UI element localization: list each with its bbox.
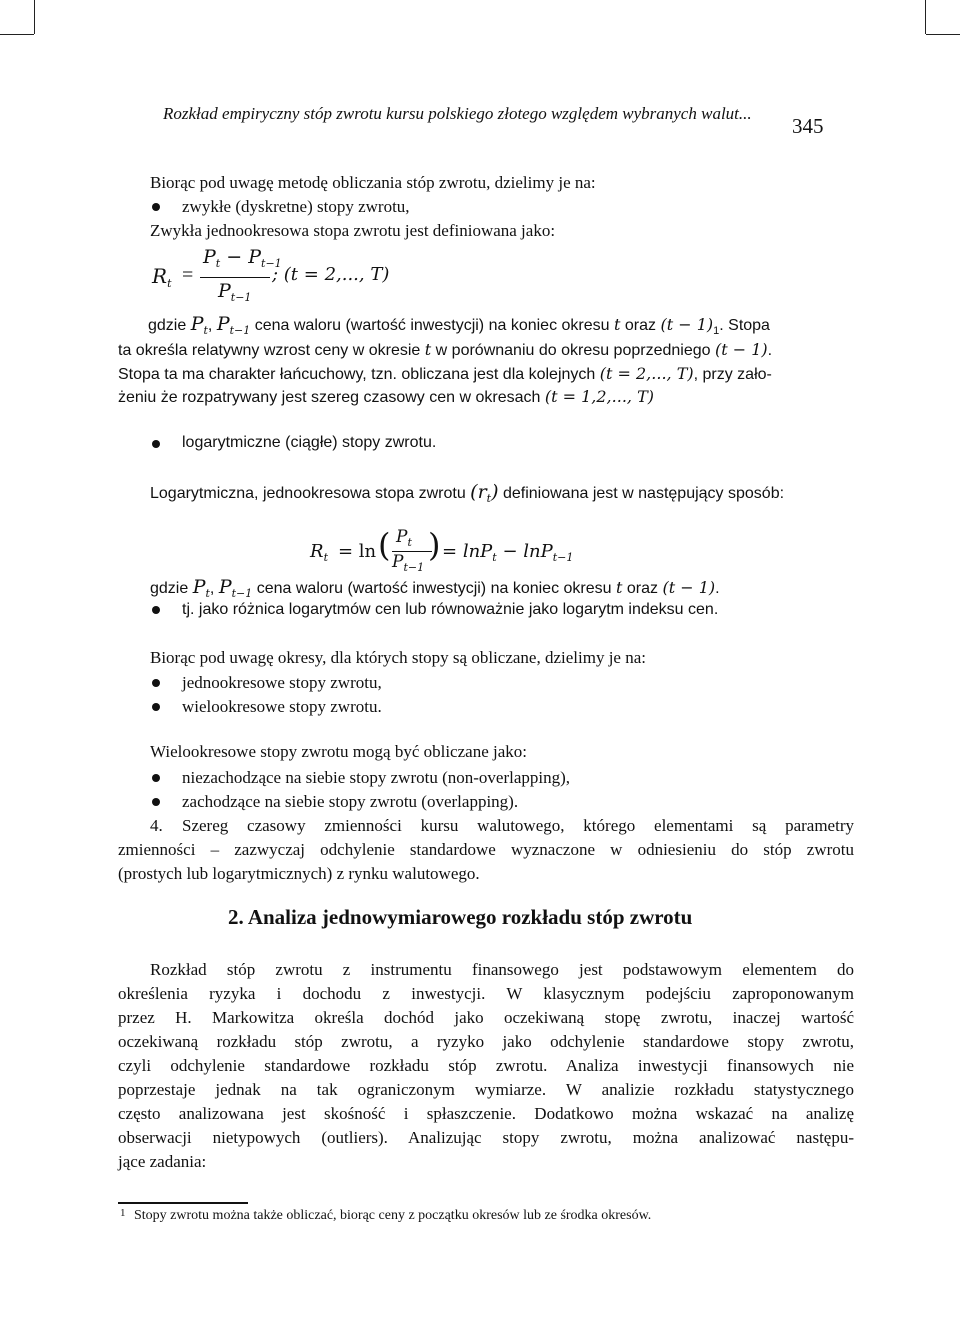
bullet-icon xyxy=(152,606,160,614)
crop-mark-right-horizontal xyxy=(926,34,960,35)
multi-period-intro-line: Wielookresowe stopy zwrotu mogą być obliczane jako: xyxy=(150,742,527,761)
bullet-multi-period: wielookresowe stopy zwrotu. xyxy=(182,697,382,716)
body-paragraph-line: czyli odchylenie standardowe rozkładu stóp zwrotu. Analiza inwestycji finansowych nie xyxy=(118,1056,854,1075)
formula2-left-paren: ( xyxy=(378,526,391,564)
formula1-fraction-bar xyxy=(200,277,270,278)
footnote-rule xyxy=(118,1202,248,1204)
section-heading: 2. Analiza jednowymiarowego rozkładu stóp zwrotu xyxy=(228,905,693,929)
item4-line2: zmienności – zazwyczaj odchylenie standardowe wyznaczone w odniesieniu do stóp zwrotu xyxy=(118,840,854,859)
body-paragraph-line: obserwacji nietypowych (outliers). Analizując stopy zwrotu, można analizować następu- xyxy=(118,1128,854,1147)
formula1-denominator: $P_{t-1}$ xyxy=(218,280,252,304)
bullet-icon xyxy=(152,798,160,806)
formula2-rhs: = lnP$_t$ − lnP$_{t-1}$ xyxy=(442,541,574,564)
footnote-text: Stopy zwrotu można także obliczać, biorąc ceny z początku okresów lub ze środka okresów. xyxy=(134,1208,652,1223)
formula1-numerator: $P_t - P_{t-1}$ xyxy=(203,246,282,270)
formula2-ln: = ln xyxy=(338,541,377,562)
log-return-definition-line: Logarytmiczna, jednookresowa stopa zwrotu $(r_t)$ definiowana jest w następujący sposób: xyxy=(150,481,785,505)
formula2-lhs: $R_t$ xyxy=(310,541,328,564)
periods-intro-line: Biorąc pod uwagę okresy, dla których stopy są obliczane, dzielimy je na: xyxy=(150,648,646,667)
formula1-equals: = xyxy=(182,264,194,286)
simple-return-definition-line: Zwykła jednookresowa stopa zwrotu jest definiowana jako: xyxy=(150,221,556,240)
formula2-right-paren: ) xyxy=(428,526,441,564)
body-paragraph-line: oczekiwaną rozkładu stóp zwrotu, a ryzyko jako odchylenie standardowe stopy zwrotu, xyxy=(118,1032,854,1051)
definition1-line3: Stopa ta ma charakter łańcuchowy, tzn. obliczana jest dla kolejnych (t = 2,..., T), przy zało- xyxy=(118,364,772,383)
item4-line1: Szereg czasowy zmienności kursu walutowego, którego elementami są parametry xyxy=(182,816,854,835)
crop-mark-left-vertical xyxy=(34,0,35,34)
bullet-one-period: jednookresowe stopy zwrotu, xyxy=(182,673,382,692)
body-paragraph-line: przez H. Markowitza określa dochód jako oczekiwaną stopę zwrotu, inaczej wartość xyxy=(118,1008,854,1027)
item4-line3: (prostych lub logarytmicznych) z rynku walutowego. xyxy=(118,864,480,883)
bullet-icon xyxy=(152,703,160,711)
definition1-line2: ta określa relatywny wzrost ceny w okresie t w porównaniu do okresu poprzedniego (t − 1). xyxy=(118,340,773,359)
formula1-lhs: $R_t$ xyxy=(152,264,172,290)
bullet-icon xyxy=(152,440,160,448)
definition2-line: gdzie $P_t$, $P_{t-1}$ cena waloru (wartość inwestycji) na koniec okresu t oraz (t − 1). xyxy=(150,576,720,600)
formula2-denominator: $P_{t-1}$ xyxy=(392,552,425,574)
item4-number: 4. xyxy=(150,816,163,835)
bullet-log-returns: logarytmiczne (ciągłe) stopy zwrotu. xyxy=(182,434,437,451)
intro-line: Biorąc pod uwagę metodę obliczania stóp zwrotu, dzielimy je na: xyxy=(150,173,596,192)
bullet-simple-returns: zwykłe (dyskretne) stopy zwrotu, xyxy=(182,197,410,216)
formula2-numerator: $P_t$ xyxy=(396,527,412,549)
bullet-tj: tj. jako różnica logarytmów cen lub równoważnie jako logarytm indeksu cen. xyxy=(182,601,719,618)
footnote-mark: 1 xyxy=(120,1207,126,1219)
body-paragraph-line: określenia ryzyka i dochodu z inwestycji. W klasycznym podejściu zaproponowanym xyxy=(118,984,854,1003)
crop-mark-left-horizontal xyxy=(0,34,34,35)
bullet-icon xyxy=(152,774,160,782)
crop-mark-right-vertical xyxy=(925,0,926,34)
bullet-non-overlapping: niezachodzące na siebie stopy zwrotu (non-overlapping), xyxy=(182,768,571,787)
page-number: 345 xyxy=(792,114,824,138)
body-paragraph-line: Rozkład stóp zwrotu z instrumentu finansowego jest podstawowym elementem do xyxy=(150,960,854,979)
bullet-icon xyxy=(152,203,160,211)
body-paragraph-line: często analizowana jest skośność i spłaszczenie. Dodatkowo można wskazać na analizę xyxy=(118,1104,854,1123)
running-header: Rozkład empiryczny stóp zwrotu kursu polskiego złotego względem wybranych walut... xyxy=(163,104,752,123)
bullet-icon xyxy=(152,679,160,687)
body-paragraph-line: poprzestaje jednak na tak ograniczonym wymiarze. W analizie rozkładu statystycznego xyxy=(118,1080,854,1099)
body-paragraph-line: jące zadania: xyxy=(118,1152,207,1171)
definition1-line4: żeniu że rozpatrywany jest szereg czasowy cen w okresach (t = 1,2,..., T) xyxy=(118,387,654,406)
bullet-overlapping: zachodzące na siebie stopy zwrotu (overlapping). xyxy=(182,792,519,811)
formula1-condition: ; (t = 2,..., T) xyxy=(272,264,390,285)
definition1-line1: gdzie $P_t$, $P_{t-1}$ cena waloru (wartość inwestycji) na koniec okresu t oraz $(t - 1)_1$. Stopa xyxy=(148,313,770,337)
